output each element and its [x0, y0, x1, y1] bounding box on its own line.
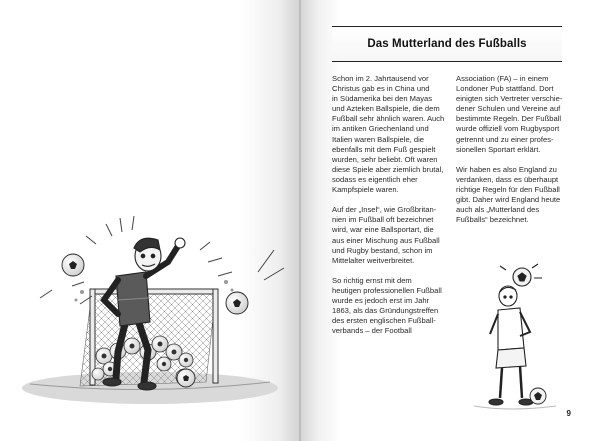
- text-line: Londoner Pub stattfand. Dort: [456, 84, 554, 94]
- text-line: wurde es jedoch erst im Jahr: [332, 296, 430, 306]
- paragraph: [332, 205, 450, 266]
- text-line: Wir haben es also England zu: [456, 164, 557, 174]
- text-line: ebenfalls mit dem Fuß gespielt: [332, 144, 436, 154]
- text-line: des ersten englischen Fußball-: [332, 316, 436, 326]
- heading-title: Das Mutterland des Fußballs: [367, 38, 527, 50]
- text-line: einigten sich Vertreter verschie-: [456, 94, 563, 104]
- text-line: wurden, sehr beliebt. Oft waren: [332, 154, 438, 164]
- paragraph: [332, 276, 450, 337]
- book-gutter: [299, 0, 301, 441]
- text-line: 1863, als das Gründungstreffen: [332, 306, 439, 316]
- text-line: auch als „Mutterland des: [456, 205, 540, 215]
- text-line: Fußball sehr ähnlich waren. Auch: [332, 114, 445, 124]
- text-line: sodass es eigentlich eher: [332, 174, 418, 184]
- paragraph: [456, 165, 568, 226]
- text-line: diese Spiele aber ziemlich brutal,: [332, 164, 444, 174]
- text-line: Kampfspiele waren.: [332, 185, 399, 195]
- text-column-right: [456, 74, 568, 236]
- text-line: gibt. Daher wird England heute: [456, 195, 561, 205]
- text-line: getrennt und zu einer profes-: [456, 134, 554, 144]
- text-line: Schon im 2. Jahrtausend vor: [332, 74, 429, 83]
- chapter-heading: [332, 26, 562, 62]
- text-line: sionellen Sportart erklärt.: [456, 144, 541, 154]
- text-line: Fußballs“ bezeichnet.: [456, 215, 529, 225]
- text-line: dener Schulen und Vereine auf: [456, 104, 561, 114]
- text-line: wurde offiziell vom Rugbysport: [456, 124, 560, 134]
- text-line: nien im Fußball oft bezeichnet: [332, 215, 434, 225]
- text-line: bestimmte Regeln. Der Fußball: [456, 114, 562, 124]
- text-line: in Südamerika bei den Mayas: [332, 94, 433, 104]
- text-line: Mittelalter weitverbreitet.: [332, 255, 415, 265]
- text-line: Italien waren Ballspiele, die: [332, 134, 425, 144]
- text-column-left: [332, 74, 450, 347]
- text-line: verdanken, dass es überhaupt: [456, 174, 559, 184]
- text-line: im antiken Griechenland und: [332, 124, 429, 134]
- text-line: Association (FA) – in einem: [456, 74, 549, 83]
- text-line: Auf der „Insel“, wie Großbritan-: [332, 205, 437, 215]
- text-line: richtige Regeln für den Fußball: [456, 185, 560, 195]
- text-line: heutigen professionellen Fußball: [332, 285, 442, 295]
- boy-heading-ball-illustration: [460, 262, 570, 412]
- text-line: Christus gab es in China und: [332, 84, 430, 94]
- text-line: verbands – der Football: [332, 326, 412, 336]
- text-line: aus einer Mischung aus Fußball: [332, 235, 440, 245]
- page-number: 9: [566, 409, 571, 418]
- paragraph: [332, 74, 450, 195]
- text-line: So richtig ernst mit dem: [332, 275, 412, 285]
- text-line: und Azteken Ballspiele, die dem: [332, 104, 440, 114]
- paragraph: [456, 74, 568, 155]
- text-line: wird, war eine Ballsportart, die: [332, 225, 434, 235]
- text-line: und Rugby bestand, schon im: [332, 245, 433, 255]
